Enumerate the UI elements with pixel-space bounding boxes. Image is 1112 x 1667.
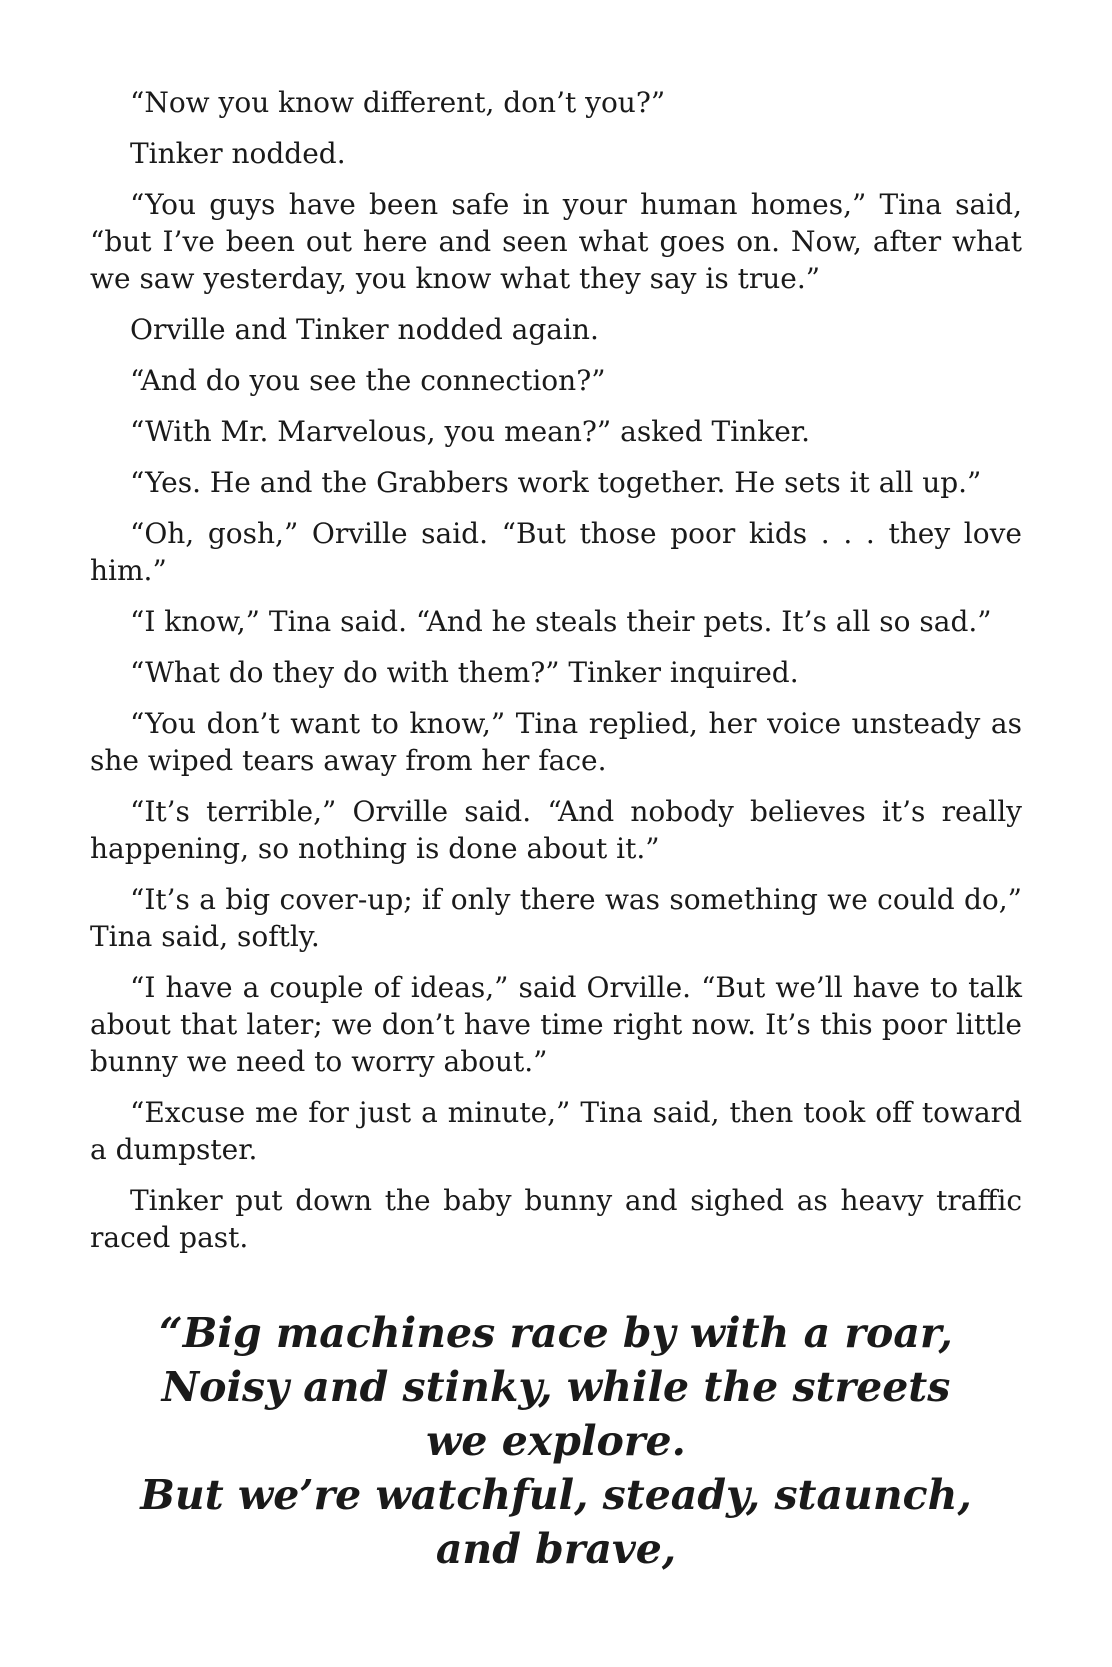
poem-line: But we’re watchful, steady, staunch, and brave, <box>140 1471 972 1573</box>
paragraph: “It’s a big cover-up; if only there was something we could do,” Tina said, softly. <box>90 883 1022 953</box>
paragraph: Orville and Tinker nodded again. <box>130 313 599 346</box>
poem-verse <box>90 1306 1022 1576</box>
paragraph: “Yes. He and the Grabbers work together. He sets it all up.” <box>130 466 982 499</box>
paragraph: “What do they do with them?” Tinker inquired. <box>130 656 799 689</box>
paragraph: “Excuse me for just a minute,” Tina said, then took off toward a dumpster. <box>90 1096 1022 1166</box>
paragraph: “Oh, gosh,” Orville said. “But those poor kids . . . they love him.” <box>90 517 1022 587</box>
poem-line: Noisy and stinky, while the streets we explore. <box>161 1363 951 1465</box>
paragraph: “You guys have been safe in your human homes,” Tina said, “but I’ve been out here and seen what goes on. Now, after what we saw yesterday, you know what they say is true.” <box>90 188 1022 295</box>
paragraph: “I have a couple of ideas,” said Orville. “But we’ll have to talk about that later; we don’t have time right now. It’s this poor little bunny we need to worry about.” <box>90 971 1022 1078</box>
paragraph: “Now you know different, don’t you?” <box>130 86 666 119</box>
paragraph: “With Mr. Marvelous, you mean?” asked Tinker. <box>130 415 810 448</box>
paragraph: “And do you see the connection?” <box>130 364 606 397</box>
paragraph: “You don’t want to know,” Tina replied, her voice unsteady as she wiped tears away from her face. <box>90 707 1022 777</box>
poem-line: “Big machines race by with a roar, <box>159 1309 953 1357</box>
paragraph: Tinker nodded. <box>130 137 346 170</box>
paragraph: “I know,” Tina said. “And he steals their pets. It’s all so sad.” <box>130 605 992 638</box>
prose <box>90 84 1022 1256</box>
paragraph: Tinker put down the baby bunny and sighed as heavy traffic raced past. <box>90 1184 1022 1254</box>
book-page <box>90 84 1022 1576</box>
paragraph: “It’s terrible,” Orville said. “And nobody believes it’s really happening, so nothing is done about it.” <box>90 795 1022 865</box>
